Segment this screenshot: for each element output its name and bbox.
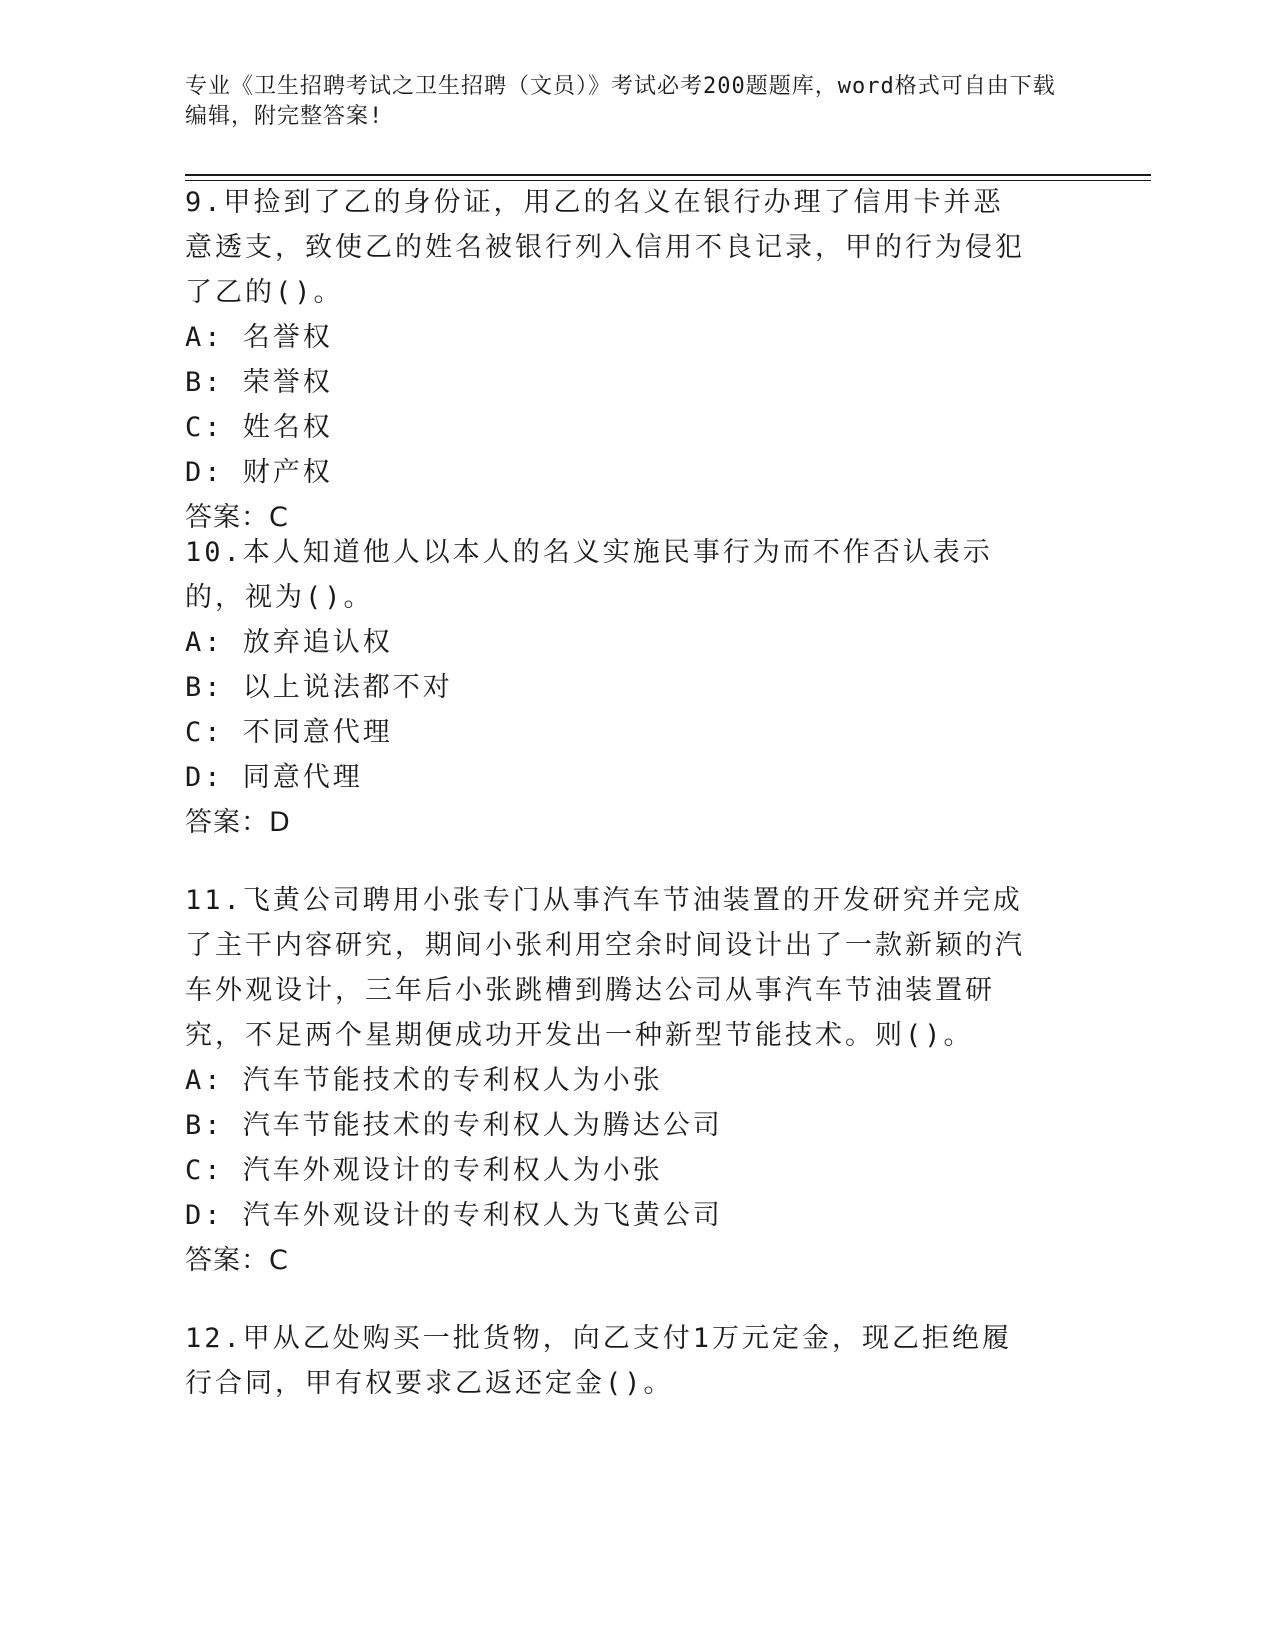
option-b: B: 汽车节能技术的专利权人为腾达公司 [185, 1110, 723, 1141]
option-d: D: 财产权 [185, 457, 333, 488]
question-stem: 9.甲捡到了乙的身份证，用乙的名义在银行办理了信用卡并恶意透支，致使乙的姓名被银行列入信用不良记录，甲的行为侵犯了乙的()。 [185, 187, 1025, 308]
answer: 答案：C [185, 1245, 289, 1276]
question-9 [185, 180, 1085, 540]
question-12 [185, 1316, 1085, 1406]
question-stem: 12.甲从乙处购买一批货物，向乙支付1万元定金，现乙拒绝履行合同，甲有权要求乙返还定金()。 [185, 1323, 1013, 1399]
option-d: D: 汽车外观设计的专利权人为飞黄公司 [185, 1200, 723, 1231]
option-c: C: 姓名权 [185, 412, 333, 443]
option-a: A: 名誉权 [185, 322, 333, 353]
option-a: A: 汽车节能技术的专利权人为小张 [185, 1065, 663, 1096]
option-d: D: 同意代理 [185, 762, 363, 793]
option-a: A: 放弃追认权 [185, 627, 393, 658]
option-b: B: 荣誉权 [185, 367, 333, 398]
header-divider-thick [185, 174, 1151, 176]
option-c: C: 汽车外观设计的专利权人为小张 [185, 1155, 663, 1186]
answer: 答案：C [185, 502, 289, 533]
answer: 答案：D [185, 807, 291, 838]
question-stem: 11.飞黄公司聘用小张专门从事汽车节油装置的开发研究并完成了主干内容研究，期间小张利用空余时间设计出了一款新颖的汽车外观设计，三年后小张跳槽到腾达公司从事汽车节油装置研究，不足两个星期便成功开发出一种新型节能技术。则()。 [185, 885, 1025, 1051]
question-10 [185, 530, 1085, 845]
option-c: C: 不同意代理 [185, 717, 393, 748]
document-header: 专业《卫生招聘考试之卫生招聘（文员）》考试必考200题题库，word格式可自由下载编辑，附完整答案! [185, 74, 1056, 129]
question-11 [185, 878, 1085, 1283]
option-b: B: 以上说法都不对 [185, 672, 453, 703]
question-stem: 10.本人知道他人以本人的名义实施民事行为而不作否认表示的，视为()。 [185, 537, 993, 613]
